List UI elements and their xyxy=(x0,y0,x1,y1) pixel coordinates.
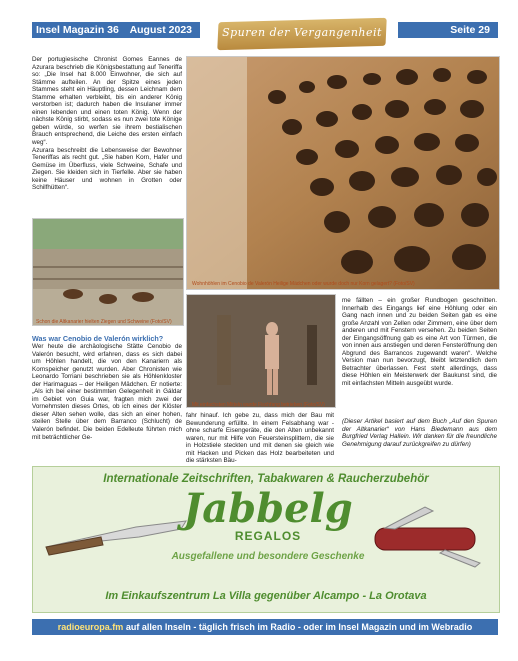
article-source-note xyxy=(342,418,497,448)
photo-caption: Schon die Altkanarier hielten Ziegen und Schweine (Foto/SV) xyxy=(36,319,172,325)
ad-brand-subtitle: REGALOS xyxy=(234,529,302,543)
footer-text: auf allen Inseln - täglich frisch im Radio - oder im Insel Magazin und im Webradio xyxy=(125,622,473,632)
article-subheading: Was war Cenobio de Valerón wirklich? xyxy=(32,334,164,343)
magazine-name: Insel Magazin 36 xyxy=(36,24,119,36)
cave-image xyxy=(187,57,499,289)
article-column-1b xyxy=(32,343,182,441)
ad-location: Im Einkaufszentrum La Villa gegenüber Alcampo - La Orotava xyxy=(105,590,427,602)
ad-brand-logo: Jabbelg xyxy=(183,485,353,532)
article-paragraph: Der portugiesische Chronist Gomes Eannes de Azurara beschrieb die Königsbestattung auf Teneriffa so: „Die Insel hat 8.000 Einwohner, die sich auf Stämme aufteilen. An der Spitze eines jeden Stammes steht ein Häuptling, dessen Leichnam dem Stamme erhalten verbleibt, bis ein anderer König verstorben ist; dadurch haben die Insulaner immer einen lebenden und einen toten König. Wenn der nächste König stirbt, sodass es nun zwei tote Könige geben würde, so werfen sie ihrem bestialischen Brauch entsprechend, die Leiche des ersten einfach weg“. xyxy=(32,56,182,147)
footer-url[interactable]: radioeuropa.fm xyxy=(57,622,124,632)
ad-tagline: Ausgefallene und besondere Geschenke xyxy=(171,551,365,562)
header-bar-left xyxy=(32,22,200,38)
section-title: Spuren der Vergangenheit xyxy=(222,26,382,39)
article-column-2 xyxy=(186,412,334,465)
jabbelg-advertisement xyxy=(32,466,500,613)
article-paragraph: Azurara beschreibt die Lebensweise der Bewohner Teneriffas als recht gut. „Sie haben Korn, Hafer und Gemüse im Überfluss, viele Schweine, Schafe und Ziegen. Sie kleiden sich in Tierfelle. Aber sie haben keine Häuser und wohnen in Grotten oder Schilfhütten“. xyxy=(32,146,182,192)
article-column-3 xyxy=(342,297,497,388)
article-paragraph: me fällten – ein großer Rundbogen geschnitten. Innerhalb des Eingangs lief eine Höhlung oder ein Gang nach innen und zu beiden Seiten gab es eine große Anzahl von Zellen oder Zimmern, eine über dem anderen und mit Fenstern versehen. Zu beiden Seiten der Eingangsöffnung gab es eine Art von Türmen, die von innen aus anstiegen und deren Fensteröffnung den Abgrund des Barrancos zugewandt waren“. Welche Version man nun bevorzugt, bleibt letztendlich dem Betrachter überlassen. Fest steht allerdings, dass diese Höhlen ein Meisterwerk der Baukunst sind, die mit einfachsten Mitteln ausgeübt wurde. xyxy=(342,297,497,388)
photo-caption: Wohnhöhlen im Cenobio de Valerón Heilige Mädchen oder wurde doch nur Korn gelagert? (Foto/SV) xyxy=(192,281,415,287)
footer-bar xyxy=(32,619,498,635)
figure-photo xyxy=(186,294,336,408)
page-number: Seite 29 xyxy=(398,22,498,38)
issue-date: August 2023 xyxy=(129,24,192,36)
pocket-knife-icon xyxy=(355,503,490,573)
article-paragraph: fahr hinauf. Ich gebe zu, dass mich der Bau mit Bewunderung erfüllte. In einem Felsabhang war - ohne scharfe Eisengeräte, die den Alten unbekannt waren, nur mit Hilfe von Feuersteinsplittern, die sie in Holzstiele steckten und mit denen sie gleich wie mit Hacken und Picken das Holz bearbeiteten und die stärksten Bäu- xyxy=(186,412,334,465)
photo-caption: Mit einfachsten Mitteln wurde Fischfang betrieben (Foto/SV) xyxy=(192,402,325,408)
figure-image xyxy=(187,295,335,407)
article-column-1 xyxy=(32,56,182,192)
source-note: (Dieser Artikel basiert auf dem Buch „Auf den Spuren der Altkanarier“ von Hans Biedemann aus dem Burgfried Verlag Hallein. Wir danken für die freundliche Genehmigung darauf zurückgreifen zu dürfen) xyxy=(342,418,497,448)
article-paragraph: Wer heute die archäologische Stätte Cenobio de Valerón besucht, wird erfahren, dass es sich dabei um Höhlen handelt, die von den Kanariern als Kornspeicher genutzt wurden. Aber Chronisten wie Leonardo Torriani beschrieben sie als Höhlenkloster der Harimaguas – der Heiligen Mädchen. Er notierte: „Als ich bei einer bestimmten Gelegenheit in Gáldar im Gebiet von Guia war, fragten mich zwei der Vornehmsten dieses Ortes, ob ich eines der Klöster dieser Alten sehen wolle, das sich an einer hohen, steilen Stelle über dem Barranco (Schlucht) de Valerón befindet. Die beiden Edelleute führten mich mit beträchtlicher Ge- xyxy=(32,343,182,441)
animals-image xyxy=(33,219,183,325)
ad-headline: Internationale Zeitschriften, Tabakwaren & Raucherzubehör xyxy=(103,473,429,485)
animals-photo xyxy=(32,218,184,326)
cave-photo xyxy=(186,56,500,290)
